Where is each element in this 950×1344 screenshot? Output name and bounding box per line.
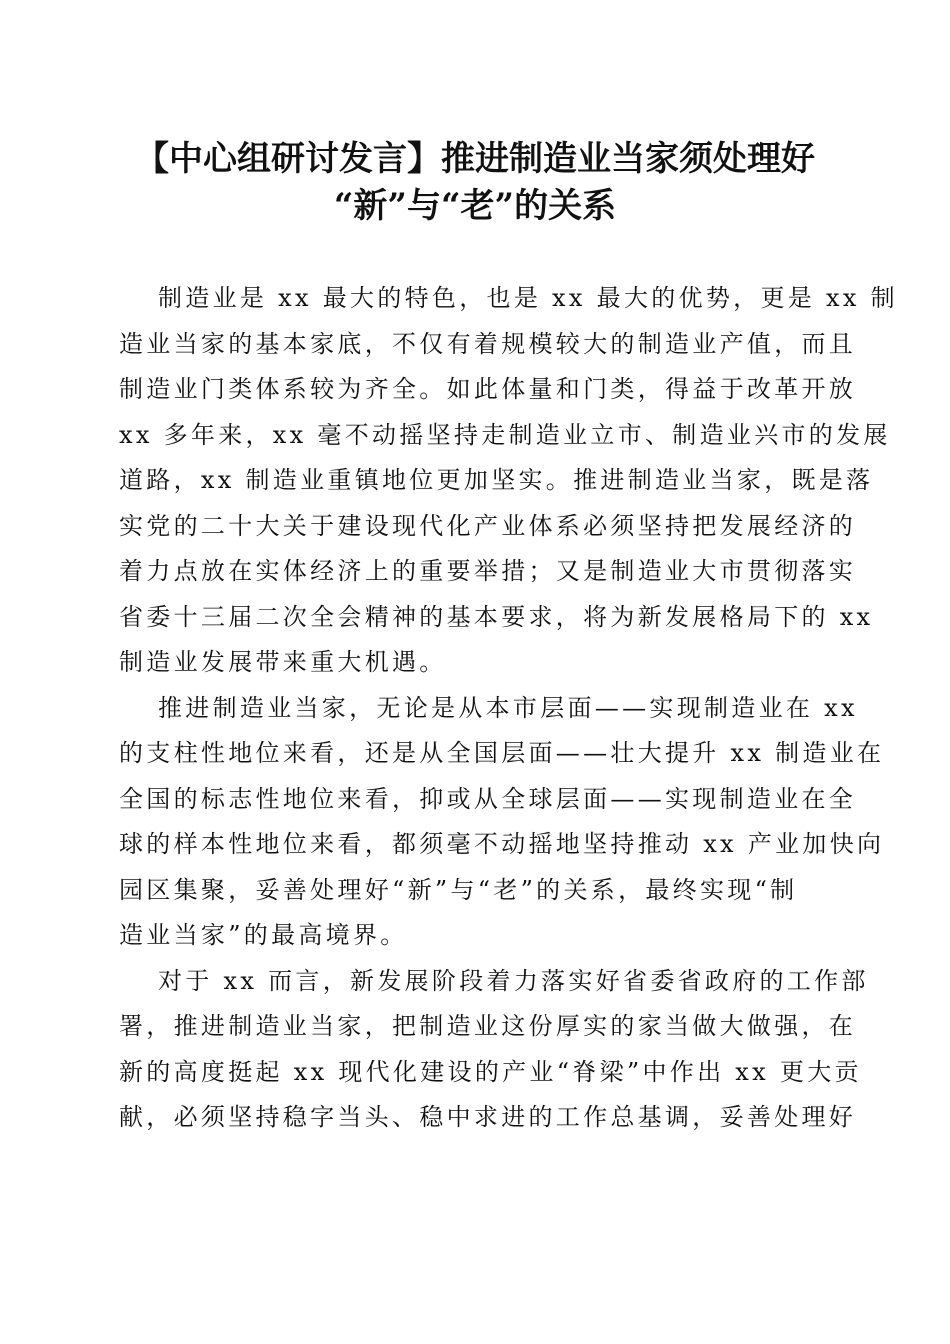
paragraph-line: 省委十三届二次全会精神的基本要求，将为新发展格局下的 xx: [119, 602, 874, 631]
document-title: [100, 136, 850, 230]
paragraph-3: [119, 959, 869, 1141]
paragraph-line: 着力点放在实体经济上的重要举措；又是制造业大市贯彻落实: [119, 557, 857, 585]
paragraph-line: xx 多年来，xx 毫不动摇坚持走制造业立市、制造业兴市的发展: [119, 420, 891, 449]
paragraph-line: 新的高度挺起 xx 现代化建设的产业“脊梁”中作出 xx 更大贡: [119, 1057, 862, 1086]
paragraph-line: 署，推进制造业当家，把制造业这份厚实的家当做大做强，在: [119, 1012, 857, 1040]
paragraph-line: 制造业发展带来重大机遇。: [119, 648, 447, 676]
title-line-1: 【中心组研讨发言】推进制造业当家须处理好: [135, 139, 815, 179]
paragraph-line: 制造业门类体系较为齐全。如此体量和门类，得益于改革开放: [119, 375, 857, 403]
paragraph-line: 全国的标志性地位来看，抑或从全球层面——实现制造业在全: [119, 784, 857, 813]
paragraph-line: 造业当家的基本家底，不仅有着规模较大的制造业产值，而且: [119, 329, 857, 358]
paragraph-line: 园区集聚，妥善处理好“新”与“老”的关系，最终实现“制: [119, 875, 798, 904]
paragraph-line: 推进制造业当家，无论是从本市层面——实现制造业在 xx: [158, 693, 858, 722]
paragraph-line: 制造业是 xx 最大的特色，也是 xx 最大的优势，更是 xx 制: [158, 284, 898, 312]
title-line-2: “新”与“老”的关系: [333, 186, 617, 226]
document-body: [119, 276, 898, 1141]
paragraph-line: 对于 xx 而言，新发展阶段着力落实好省委省政府的工作部: [158, 966, 869, 995]
paragraph-line: 球的样本性地位来看，都须毫不动摇地坚持推动 xx 产业加快向: [119, 830, 885, 858]
paragraph-line: 道路，xx 制造业重镇地位更加坚实。推进制造业当家，既是落: [119, 466, 874, 494]
paragraph-2: [119, 686, 885, 959]
paragraph-line: 的支柱性地位来看，还是从全国层面——壮大提升 xx 制造业在: [119, 739, 885, 767]
paragraph-line: 献，必须坚持稳字当头、稳中求进的工作总基调，妥善处理好: [119, 1103, 857, 1131]
paragraph-line: 实党的二十大关于建设现代化产业体系必须坚持把发展经济的: [119, 511, 857, 540]
paragraph-line: 造业当家”的最高境界。: [119, 921, 408, 949]
paragraph-1: [119, 276, 898, 686]
